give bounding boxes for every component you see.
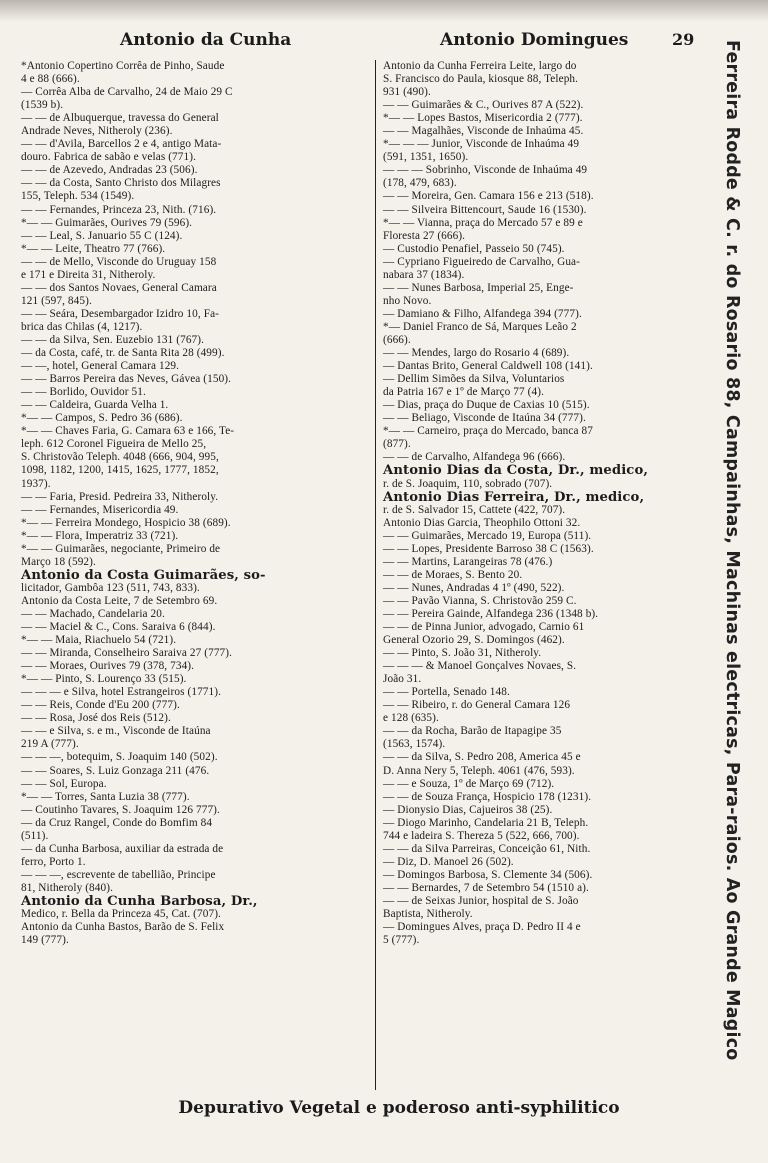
directory-line: Andrade Neves, Nitheroly (236). — [21, 125, 173, 138]
directory-line: Antonio Dias Ferreira, Dr., medico, — [383, 489, 645, 505]
directory-line: — — Nunes Barbosa, Imperial 25, Enge- — [383, 281, 574, 294]
directory-line: 4 e 88 (666). — [21, 73, 80, 86]
directory-line: (877). — [383, 438, 411, 451]
directory-line: 121 (597, 845). — [21, 294, 92, 307]
directory-line: — — Leal, S. Januario 55 C (124). — [21, 229, 183, 242]
directory-line: — — Guimarães, Mercado 19, Europa (511). — [383, 529, 592, 542]
directory-line: — — — e Silva, hotel Estrangeiros (1771). — [21, 686, 222, 699]
directory-line: *— — Carneiro, praça do Mercado, banca 87 — [383, 425, 593, 438]
directory-line: — — Portella, Senado 148. — [383, 686, 510, 699]
directory-line: — — da Costa, Santo Christo dos Milagres — [21, 177, 221, 190]
directory-line: Antonio da Cunha Barbosa, Dr., — [21, 894, 258, 909]
column-divider — [375, 60, 376, 1090]
directory-line: — Dias, praça do Duque de Caxias 10 (515). — [383, 399, 590, 412]
directory-line: — — d'Avila, Barcellos 2 e 4, antigo Mata- — [21, 138, 222, 151]
directory-line: João 31. — [383, 673, 422, 686]
directory-line: S. Christovão Teleph. 4048 (666, 904, 995, — [21, 451, 219, 464]
directory-line: *— — Ferreira Mondego, Hospicio 38 (689). — [21, 516, 231, 529]
left-column — [21, 60, 377, 947]
directory-line: *— — Torres, Santa Luzia 38 (777). — [21, 790, 190, 803]
directory-line: — — Faria, Presid. Pedreira 33, Nitheroly. — [21, 490, 219, 503]
directory-line: — Custodio Penafiel, Passeio 50 (745). — [383, 242, 565, 255]
directory-line: — — Fernandes, Princeza 23, Nith. (716). — [21, 203, 217, 216]
directory-line: — — Moreira, Gen. Camara 156 e 213 (518). — [383, 190, 594, 203]
directory-line: — Diz, D. Manoel 26 (502). — [383, 855, 514, 868]
directory-line: — Coutinho Tavares, S. Joaquim 126 777). — [21, 803, 220, 816]
directory-line: — — — Sobrinho, Visconde de Inhaúma 49 — [383, 164, 588, 177]
directory-line: — — Guimarães & C., Ourives 87 A (522). — [383, 99, 584, 112]
directory-line: 1098, 1182, 1200, 1415, 1625, 1777, 1852, — [21, 464, 219, 477]
directory-line: — — Sol, Europa. — [21, 777, 107, 790]
directory-line: *— — Pinto, S. Lourenço 33 (515). — [21, 673, 187, 686]
directory-line: *— — Lopes Bastos, Misericordia 2 (777). — [383, 112, 583, 125]
directory-line: *— — Guimarães, Ourives 79 (596). — [21, 216, 193, 229]
directory-line: Antonio da Costa Guimarães, so- — [21, 567, 266, 583]
directory-line: 744 e ladeira S. Thereza 5 (522, 666, 700). — [383, 829, 580, 842]
directory-line: ferro, Porto 1. — [21, 855, 86, 868]
directory-line: — — Pavão Vianna, S. Christovão 259 C. — [383, 594, 577, 607]
directory-line: *— Daniel Franco de Sá, Marques Leão 2 — [383, 320, 577, 333]
directory-line: — — Magalhães, Visconde de Inhaúma 45. — [383, 125, 584, 138]
directory-line: *— — Vianna, praça do Mercado 57 e 89 e — [383, 216, 583, 229]
directory-line: — — de Carvalho, Alfandega 96 (666). — [383, 451, 566, 464]
directory-line: leph. 612 Coronel Figueira de Mello 25, — [21, 438, 207, 451]
directory-line: — —, hotel, General Camara 129. — [21, 360, 180, 373]
directory-line: Antonio da Cunha Ferreira Leite, largo do — [383, 60, 577, 72]
directory-line: — — da Silva Parreiras, Conceição 61, Nith. — [383, 842, 591, 855]
directory-line: — — Beliago, Visconde de Itaúna 34 (777). — [383, 412, 586, 425]
directory-line: e 128 (635). — [383, 712, 439, 725]
directory-line: — Damiano & Filho, Alfandega 394 (777). — [383, 307, 582, 320]
running-header — [0, 30, 768, 54]
directory-line: — — Moraes, Ourives 79 (378, 734). — [21, 660, 195, 673]
directory-line: nho Novo. — [383, 294, 432, 307]
directory-line: — — Rosa, José dos Reis (512). — [21, 712, 171, 725]
directory-line: — — de Mello, Visconde do Uruguay 158 — [21, 255, 217, 268]
header-right-title: Antonio Domingues — [440, 30, 629, 50]
header-left-title: Antonio da Cunha — [120, 30, 292, 50]
directory-line: *— — Flora, Imperatriz 33 (721). — [21, 529, 179, 542]
directory-line: — — de Souza França, Hospicio 178 (1231). — [383, 790, 592, 803]
directory-line: da Patria 167 e 1º de Março 77 (4). — [383, 386, 544, 399]
directory-line: (511). — [21, 829, 49, 842]
directory-line: — — Borlido, Ouvidor 51. — [21, 386, 146, 399]
directory-line: Baptista, Nitheroly. — [383, 908, 473, 921]
directory-line: 219 A (777). — [21, 738, 79, 751]
directory-line: — — Seára, Desembargador Izidro 10, Fa- — [21, 307, 220, 320]
page-top-shadow — [0, 0, 768, 22]
directory-line: — Cypriano Figueiredo de Carvalho, Gua- — [383, 255, 580, 268]
directory-line: — — de Moraes, S. Bento 20. — [383, 568, 523, 581]
directory-line: — — e Silva, s. e m., Visconde de Itaúna — [21, 725, 211, 738]
directory-line: — Dionysio Dias, Cajueiros 38 (25). — [383, 803, 553, 816]
directory-line: 931 (490). — [383, 86, 431, 99]
directory-line: (178, 479, 683). — [383, 177, 457, 190]
directory-line: S. Francisco do Paula, kiosque 88, Teleph. — [383, 73, 579, 86]
directory-line: — — —, escrevente de tabellião, Principe — [21, 868, 216, 881]
directory-line: — — de Pinna Junior, advogado, Carnio 61 — [383, 621, 585, 634]
directory-line: — — Soares, S. Luiz Gonzaga 211 (476. — [21, 764, 210, 777]
directory-line: *— — Leite, Theatro 77 (766). — [21, 242, 166, 255]
directory-line: 155, Teleph. 534 (1549). — [21, 190, 135, 203]
directory-line: — — Nunes, Andradas 4 1º (490, 522). — [383, 581, 565, 594]
directory-line: — — Barros Pereira das Neves, Gávea (150). — [21, 373, 232, 386]
directory-line: — — Lopes, Presidente Barroso 38 C (1563). — [383, 542, 594, 555]
directory-line: Antonio Dias Garcia, Theophilo Ottoni 32. — [383, 516, 581, 529]
side-advertisement — [718, 40, 746, 1070]
directory-line: — — e Souza, 1º de Março 69 (712). — [383, 777, 555, 790]
directory-line: — — Bernardes, 7 de Setembro 54 (1510 a). — [383, 881, 589, 894]
directory-line: — Domingos Barbosa, S. Clemente 34 (506). — [383, 868, 593, 881]
directory-line: *— — Maia, Riachuelo 54 (721). — [21, 634, 177, 647]
directory-line: — Dantas Brito, General Caldwell 108 (141). — [383, 360, 593, 373]
directory-line: (666). — [383, 333, 411, 346]
directory-line: Medico, r. Bella da Princeza 45, Cat. (707). — [21, 908, 221, 921]
directory-line: Antonio da Costa Leite, 7 de Setembro 69. — [21, 594, 218, 607]
directory-line: *— — Guimarães, negociante, Primeiro de — [21, 542, 221, 555]
right-column — [383, 60, 713, 947]
directory-line: r. de S. Joaquim, 110, sobrado (707). — [383, 477, 553, 490]
directory-line: *— — Campos, S. Pedro 36 (686). — [21, 412, 183, 425]
directory-line: e 171 e Direita 31, Nitheroly. — [21, 268, 156, 281]
footer-advertisement: Depurativo Vegetal e poderoso anti-syphilitico — [178, 1098, 620, 1118]
directory-line: — — —, botequim, S. Joaquim 140 (502). — [21, 751, 218, 764]
directory-line: — da Cunha Barbosa, auxiliar da estrada de — [21, 842, 224, 855]
directory-line: — — da Rocha, Barão de Itapagipe 35 — [383, 725, 562, 738]
directory-line: 149 (777). — [21, 934, 69, 947]
directory-line: — — Mendes, largo do Rosario 4 (689). — [383, 347, 570, 360]
directory-line: Antonio da Cunha Bastos, Barão de S. Felix — [21, 921, 225, 934]
directory-line: — — Caldeira, Guarda Velha 1. — [21, 399, 169, 412]
directory-line: Floresta 27 (666). — [383, 229, 466, 242]
directory-line: — — de Azevedo, Andradas 23 (506). — [21, 164, 198, 177]
directory-line: — da Cruz Rangel, Conde do Bomfim 84 — [21, 816, 213, 829]
directory-line: licitador, Gambôa 123 (511, 743, 833). — [21, 581, 200, 594]
directory-line: (591, 1351, 1650). — [383, 151, 469, 164]
directory-line: D. Anna Nery 5, Teleph. 4061 (476, 593). — [383, 764, 575, 777]
directory-line: — — Martins, Larangeiras 78 (476.) — [383, 555, 553, 568]
side-advertisement-text: Ferreira Rodde & C. r. do Rosario 88, Campainhas, Machinas electricas, Para-raios. Ao Grande Magico — [722, 40, 742, 1061]
directory-line: *Antonio Copertino Corrêa de Pinho, Saude — [21, 60, 225, 72]
directory-line: (1563, 1574). — [383, 738, 446, 751]
directory-line: 5 (777). — [383, 934, 420, 947]
directory-line: douro. Fabrica de sabão e velas (771). — [21, 151, 196, 164]
directory-line: nabara 37 (1834). — [383, 268, 465, 281]
directory-line: Antonio Dias da Costa, Dr., medico, — [383, 463, 649, 479]
directory-line: r. de S. Salvador 15, Cattete (422, 707). — [383, 503, 566, 516]
directory-line: — — dos Santos Novaes, General Camara — [21, 281, 217, 294]
directory-line: — — Maciel & C., Cons. Saraiva 6 (844). — [21, 621, 216, 634]
directory-line: — Corrêa Alba de Carvalho, 24 de Maio 29 C — [21, 86, 233, 99]
directory-line: brica das Chilas (4, 1217). — [21, 320, 143, 333]
directory-line: — — Machado, Candelaria 20. — [21, 607, 165, 620]
directory-line: — Domingues Alves, praça D. Pedro II 4 e — [383, 921, 581, 934]
directory-line: — da Costa, café, tr. de Santa Rita 28 (499). — [21, 347, 225, 360]
directory-line: (1539 b). — [21, 99, 64, 112]
page-number: 29 — [672, 30, 695, 49]
directory-line: General Ozorio 29, S. Domingos (462). — [383, 634, 565, 647]
directory-line: — — — & Manoel Gonçalves Novaes, S. — [383, 660, 577, 673]
directory-line: — Dellim Simões da Silva, Voluntarios — [383, 373, 565, 386]
directory-line: — — da Silva, S. Pedro 208, America 45 e — [383, 751, 581, 764]
directory-line: — — da Silva, Sen. Euzebio 131 (767). — [21, 333, 205, 346]
directory-line: — — de Seixas Junior, hospital de S. João — [383, 895, 579, 907]
directory-line: — — Silveira Bittencourt, Saude 16 (1530). — [383, 203, 587, 216]
directory-line: — — Pinto, S. João 31, Nitheroly. — [383, 647, 542, 660]
directory-line: *— — — Junior, Visconde de Inhaúma 49 — [383, 138, 580, 151]
directory-line: — Diogo Marinho, Candelaria 21 B, Teleph. — [383, 816, 589, 829]
directory-line: 81, Nitheroly (840). — [21, 881, 113, 894]
directory-line: — — Ribeiro, r. do General Camara 126 — [383, 699, 571, 712]
directory-line: — — Miranda, Conselheiro Saraiva 27 (777). — [21, 647, 233, 660]
directory-line: — — de Albuquerque, travessa do General — [21, 112, 219, 125]
directory-line: 1937). — [21, 477, 51, 490]
directory-line: Março 18 (592). — [21, 555, 96, 568]
directory-line: — — Reis, Conde d'Eu 200 (777). — [21, 699, 180, 712]
directory-line: — — Pereira Gainde, Alfandega 236 (1348 b). — [383, 607, 599, 620]
directory-line: *— — Chaves Faria, G. Camara 63 e 166, Te- — [21, 425, 235, 438]
directory-line: — — Fernandes, Misericordia 49. — [21, 503, 179, 516]
